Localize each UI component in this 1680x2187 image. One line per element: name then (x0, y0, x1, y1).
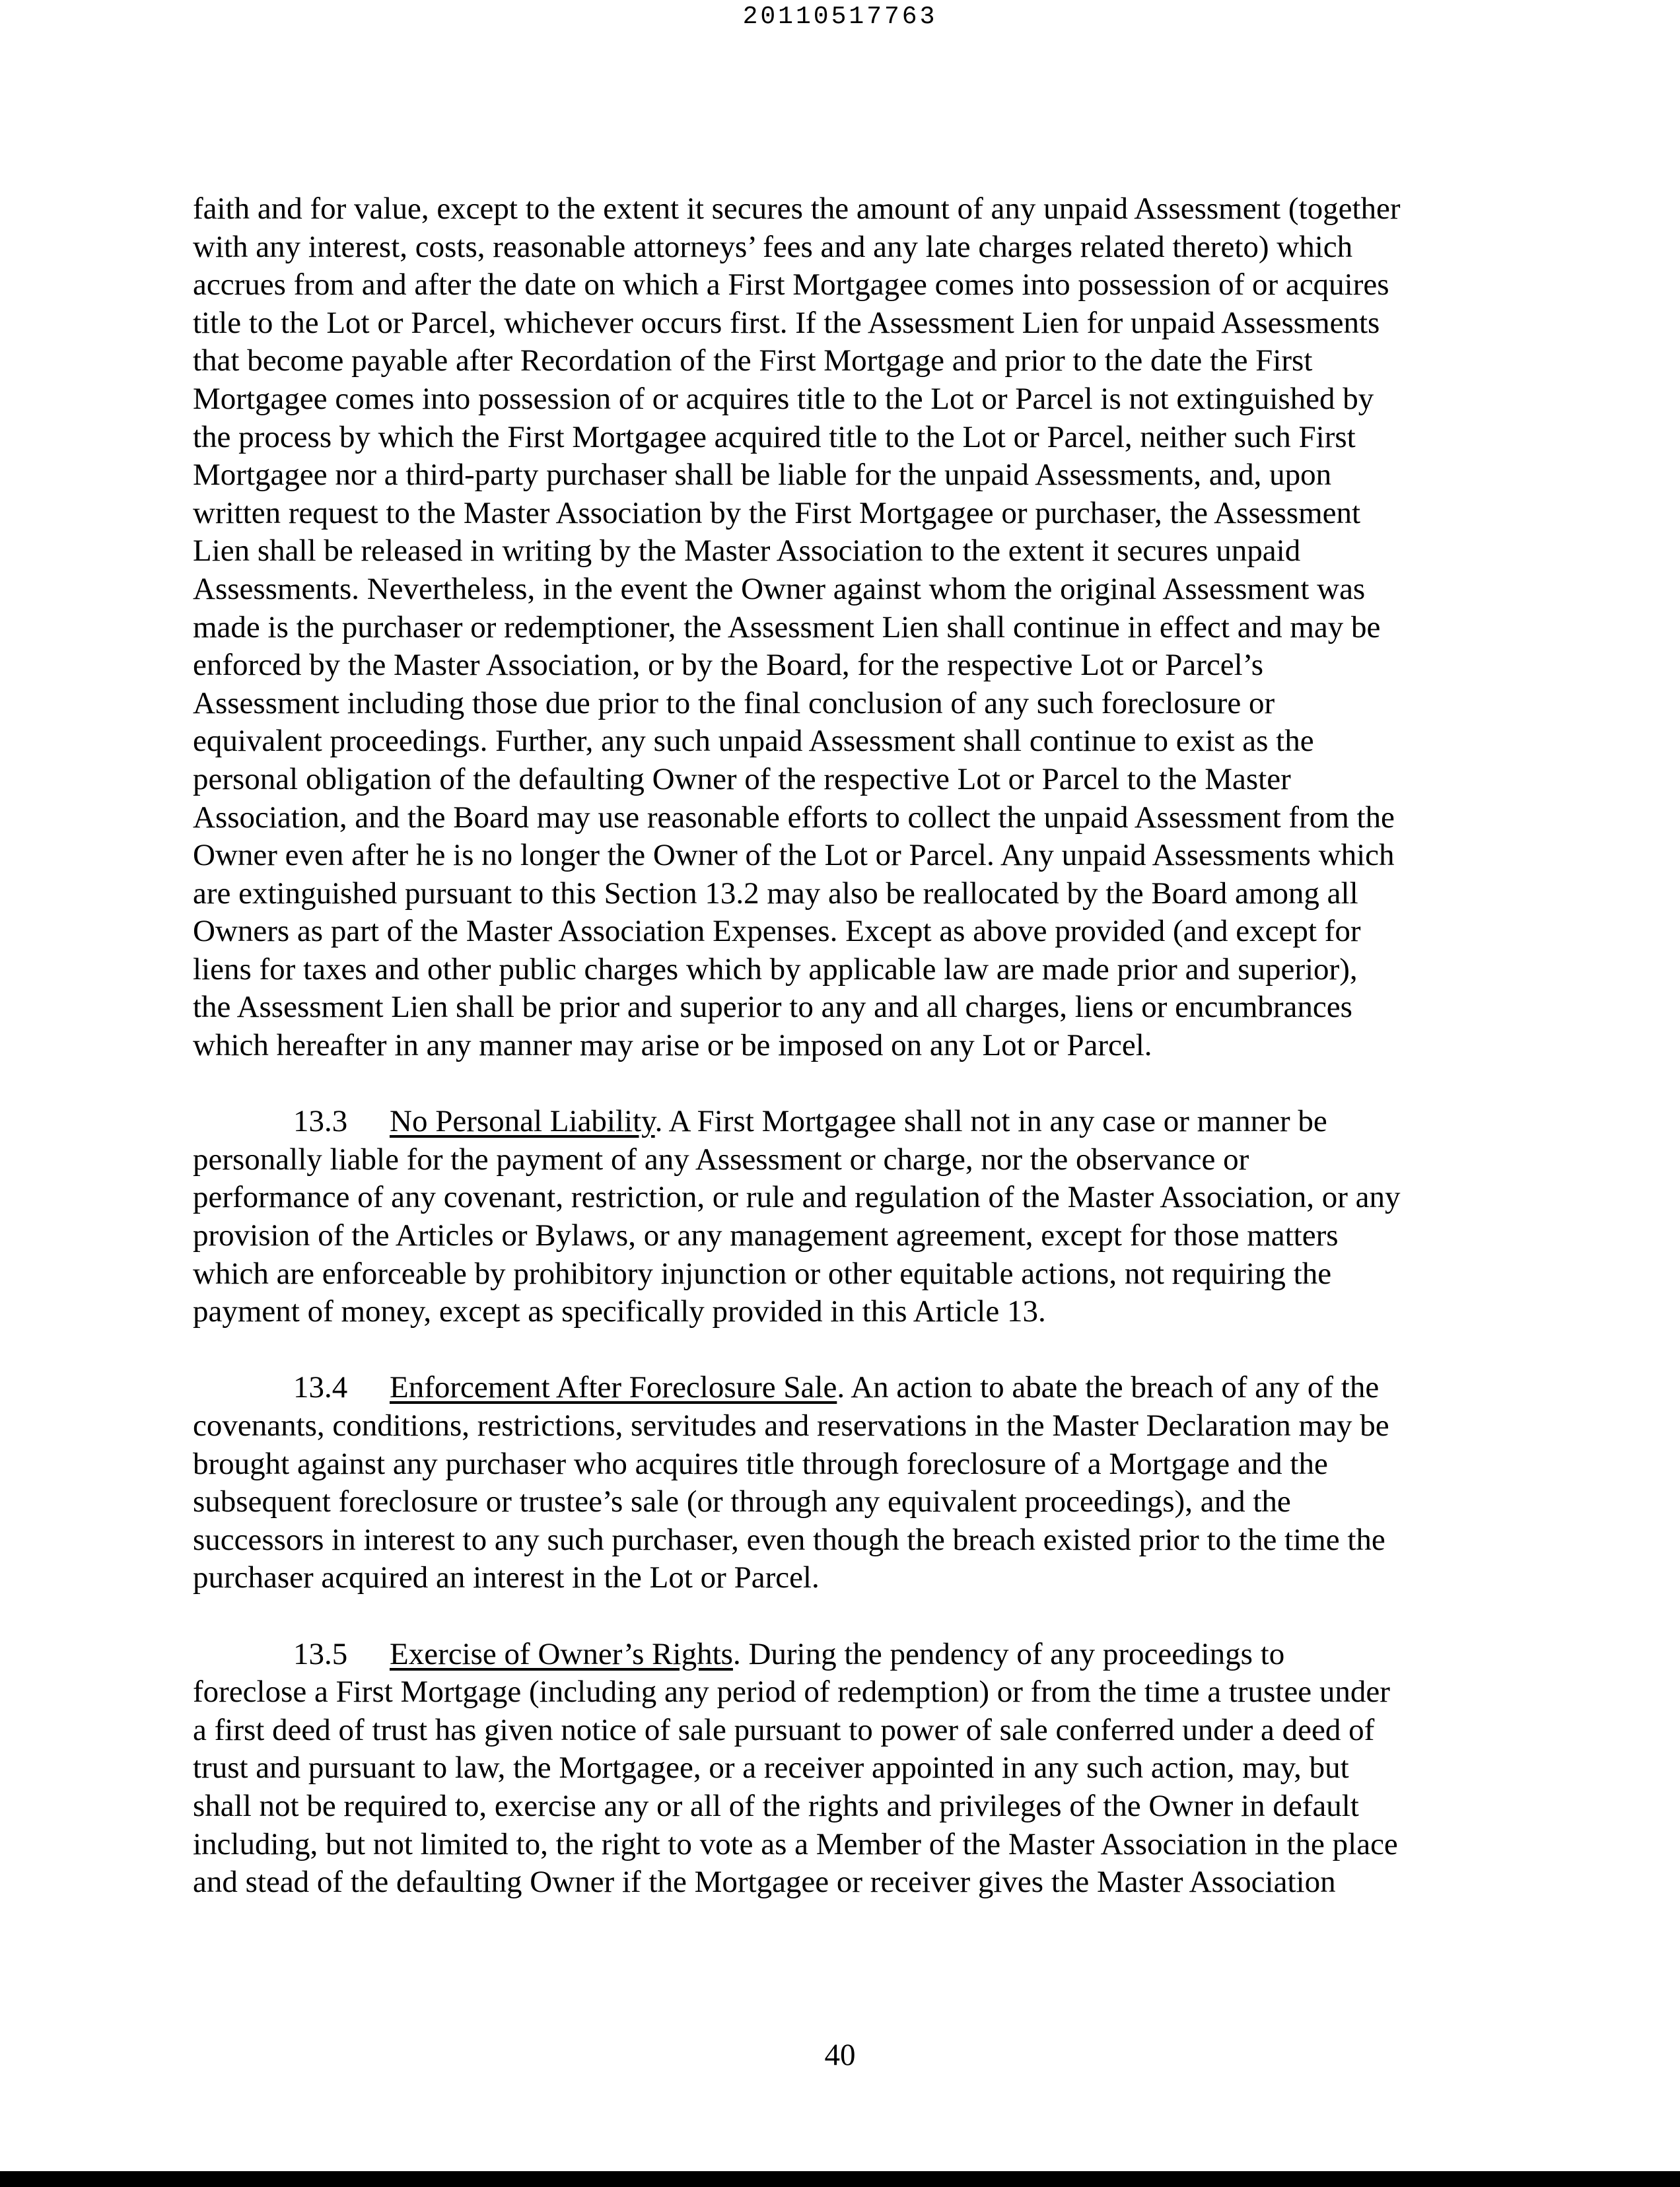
paragraph-line: Mortgagee comes into possession of or acquires title to the Lot or Parcel is not extinguished by (193, 381, 1374, 416)
paragraph-line: Lien shall be released in writing by the Master Association to the extent it secures unpaid (193, 534, 1301, 569)
scan-border (0, 2171, 1680, 2187)
section-heading: Exercise of Owner’s Rights (390, 1636, 733, 1671)
paragraph-line: Assessment including those due prior to the final conclusion of any such foreclosure or (193, 685, 1275, 720)
paragraph-line: performance of any covenant, restriction, or rule and regulation of the Master Association, or any (193, 1180, 1401, 1215)
paragraph-line: covenants, conditions, restrictions, servitudes and reservations in the Master Declaration may be (193, 1408, 1389, 1443)
section-first-line (193, 1636, 1487, 1674)
paragraph-line: which are enforceable by prohibitory injunction or other equitable actions, not requiring the (193, 1256, 1332, 1291)
section-text: . An action to abate the breach of any of the (837, 1370, 1380, 1405)
section-text: . During the pendency of any proceedings to (732, 1636, 1285, 1671)
section-number: 13.5 (293, 1636, 348, 1671)
paragraph-line: the Assessment Lien shall be prior and superior to any and all charges, liens or encumbrances (193, 990, 1352, 1025)
page-number: 40 (824, 2038, 856, 2072)
paragraph-line: and stead of the defaulting Owner if the Mortgagee or receiver gives the Master Association (193, 1865, 1336, 1900)
section-first-line (193, 1103, 1487, 1141)
paragraph-line: title to the Lot or Parcel, whichever occurs first. If the Assessment Lien for unpaid Assessments (193, 305, 1380, 340)
paragraph-line: equivalent proceedings. Further, any such unpaid Assessment shall continue to exist as the (193, 724, 1314, 759)
section-number: 13.4 (293, 1370, 348, 1405)
section-heading: No Personal Liability (390, 1104, 655, 1139)
section-text: . A First Mortgagee shall not in any case or manner be (654, 1104, 1327, 1139)
paragraph-line: are extinguished pursuant to this Section 13.2 may also be reallocated by the Board among all (193, 876, 1358, 911)
paragraph-line: provision of the Articles or Bylaws, or any management agreement, except for those matters (193, 1218, 1339, 1253)
paragraph-line: personal obligation of the defaulting Owner of the respective Lot or Parcel to the Master (193, 761, 1291, 796)
paragraph-line: enforced by the Master Association, or by the Board, for the respective Lot or Parcel’s (193, 648, 1263, 683)
paragraph-line: liens for taxes and other public charges which by applicable law are made prior and superior), (193, 952, 1358, 987)
paragraph-line: written request to the Master Association by the First Mortgagee or purchaser, the Assessment (193, 495, 1361, 530)
paragraph-line: the process by which the First Mortgagee acquired title to the Lot or Parcel, neither such First (193, 419, 1356, 454)
paragraph-line: shall not be required to, exercise any or all of the rights and privileges of the Owner in default (193, 1788, 1359, 1823)
paragraph-line: faith and for value, except to the extent it secures the amount of any unpaid Assessment (together (193, 191, 1401, 226)
paragraph-line: subsequent foreclosure or trustee’s sale (or through any equivalent proceedings), and the (193, 1484, 1291, 1519)
section-heading: Enforcement After Foreclosure Sale (390, 1370, 837, 1405)
paragraph-line: with any interest, costs, reasonable attorneys’ fees and any late charges related thereto) which (193, 229, 1353, 264)
paragraph-line: purchaser acquired an interest in the Lot or Parcel. (193, 1560, 820, 1595)
paragraph-line: Owners as part of the Master Association Expenses. Except as above provided (and except for (193, 914, 1361, 949)
paragraph-line: trust and pursuant to law, the Mortgagee, or a receiver appointed in any such action, may, but (193, 1751, 1349, 1786)
paragraph-line: Assessments. Nevertheless, in the event the Owner against whom the original Assessment was (193, 571, 1366, 606)
paragraph-line: that become payable after Recordation of the First Mortgage and prior to the date the First (193, 343, 1313, 378)
paragraph-line: successors in interest to any such purchaser, even though the breach existed prior to the time the (193, 1522, 1385, 1557)
paragraph-line: payment of money, except as specifically provided in this Article 13. (193, 1294, 1046, 1329)
paragraph-line: made is the purchaser or redemptioner, the Assessment Lien shall continue in effect and may be (193, 609, 1381, 644)
section-13-5 (193, 1636, 1487, 1902)
section-13-4 (193, 1369, 1487, 1597)
paragraph-line: Owner even after he is no longer the Owner of the Lot or Parcel. Any unpaid Assessments which (193, 838, 1395, 873)
paragraph-line: a first deed of trust has given notice of sale pursuant to power of sale conferred under a deed of (193, 1712, 1375, 1747)
paragraph-line: which hereafter in any manner may arise or be imposed on any Lot or Parcel. (193, 1028, 1152, 1063)
section-first-line (193, 1369, 1487, 1407)
continued-paragraph (193, 190, 1487, 1065)
paragraph-line: foreclose a First Mortgage (including any period of redemption) or from the time a trustee under (193, 1675, 1390, 1710)
paragraph-line: Mortgagee nor a third-party purchaser shall be liable for the unpaid Assessments, and, upon (193, 458, 1332, 493)
paragraph-line: accrues from and after the date on which a First Mortgagee comes into possession of or acquires (193, 267, 1389, 302)
paragraph-line: Association, and the Board may use reasonable efforts to collect the unpaid Assessment from the (193, 800, 1395, 835)
document-body (193, 190, 1487, 1902)
paragraph-line: brought against any purchaser who acquires title through foreclosure of a Mortgage and the (193, 1446, 1328, 1481)
section-number: 13.3 (293, 1104, 348, 1139)
document-number: 20110517763 (742, 3, 938, 31)
paragraph-line: personally liable for the payment of any Assessment or charge, nor the observance or (193, 1142, 1249, 1177)
paragraph-line: including, but not limited to, the right to vote as a Member of the Master Association in the place (193, 1826, 1398, 1861)
section-13-3 (193, 1103, 1487, 1331)
